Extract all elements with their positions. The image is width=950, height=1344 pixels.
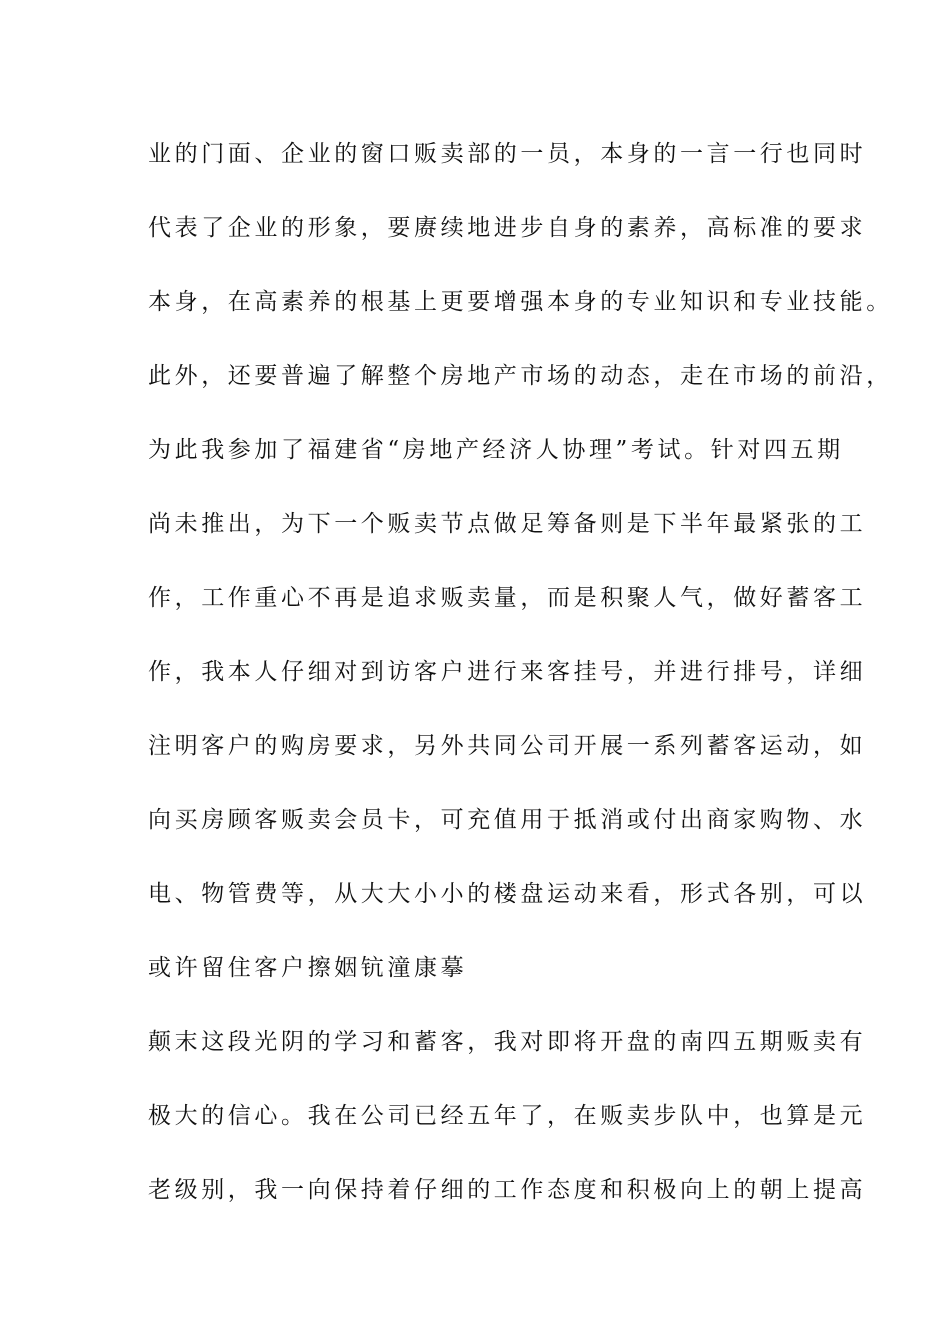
text-line: 电、物管费等，从大大小小的楼盘运动来看，形式各别，可以 (148, 881, 867, 907)
text-line: 尚未推出，为下一个贩卖节点做足筹备则是下半年最紧张的工 (148, 511, 867, 537)
text-line: 极大的信心。我在公司已经五年了，在贩卖步队中，也算是元 (148, 1103, 867, 1129)
text-line: 代表了企业的形象，要赓续地进步自身的素养，高标准的要求 (148, 215, 867, 241)
text-line: 注明客户的购房要求，另外共同公司开展一系列蓄客运动，如 (148, 733, 867, 759)
text-line: 作，工作重心不再是追求贩卖量，而是积聚人气，做好蓄客工 (148, 585, 867, 611)
text-line: 本身，在高素养的根基上更要增强本身的专业知识和专业技能。 (148, 289, 893, 315)
text-line: 为此我参加了福建省“房地产经济人协理”考试。针对四五期 (148, 437, 844, 463)
text-line: 或许留住客户擦姻钪潼康摹 (148, 955, 468, 981)
text-line: 向买房顾客贩卖会员卡，可充值用于抵消或付出商家购物、水 (148, 807, 867, 833)
document-body (148, 135, 893, 1245)
text-line: 此外，还要普遍了解整个房地产市场的动态，走在市场的前沿， (148, 363, 893, 389)
text-line: 老级别，我一向保持着仔细的工作态度和积极向上的朝上提高 (148, 1177, 867, 1203)
text-line: 作，我本人仔细对到访客户进行来客挂号，并进行排号，详细 (148, 659, 867, 685)
text-line: 颠末这段光阴的学习和蓄客，我对即将开盘的南四五期贩卖有 (148, 1029, 867, 1055)
text-line: 业的门面、企业的窗口贩卖部的一员，本身的一言一行也同时 (148, 141, 867, 167)
